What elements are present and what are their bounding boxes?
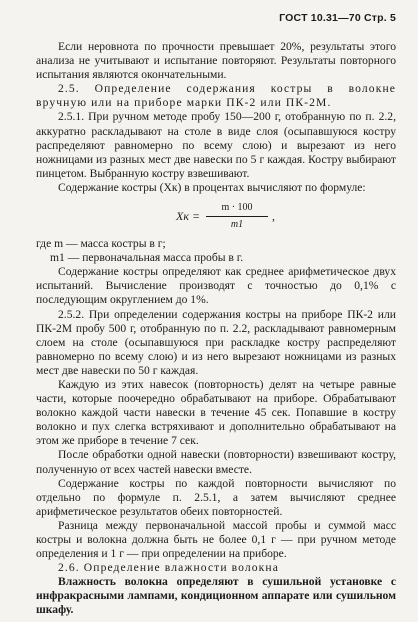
paragraph: Если неровнота по прочности превышает 20%, результаты этого анализа не учитывают и испытание повторяют. Результаты повторного испытания являются окончательными. bbox=[36, 40, 396, 82]
page-header: ГОСТ 10.31—70 Стр. 5 bbox=[279, 12, 396, 24]
formula-fraction bbox=[206, 201, 268, 232]
paragraph: Влажность волокна определяют в сушильной установке с инфракрасными лампами, кондиционном аппарате или сушильном шкафу. bbox=[36, 575, 396, 617]
formula bbox=[36, 199, 396, 233]
paragraph: Разница между первоначальной массой пробы и суммой масс костры и волокна должна быть не более 0,1 г — при ручном методе определения и 1 г — при определении на приборе. bbox=[36, 518, 396, 561]
formula-legend: m1 — первоначальная масса пробы в г. bbox=[50, 251, 244, 265]
section-heading: 2.6. Определение влажности волокна bbox=[58, 561, 279, 575]
paragraph: После обработки одной навески (повторности) взвешивают костру, полученную от всех частей навески вместе. bbox=[36, 448, 396, 476]
formula-numerator: m · 100 bbox=[221, 202, 253, 214]
paragraph: Содержание костры (Xк) в процентах вычисляют по формуле: bbox=[58, 180, 366, 194]
formula-lhs: Xк = bbox=[176, 209, 201, 224]
section-heading: 2.5. Определение содержания костры в волокне вручную или на приборе марки ПК-2 или ПК-2М. bbox=[36, 82, 396, 110]
paragraph: Каждую из этих навесок (повторность) делят на четыре равные части, которые поочередно обрабатывают на приборе. Обрабатывают волокно каждой части навески в течение 45 сек. Попавшие в костру волокно и пух слегка встряхивают и дополнительно обрабатывают на этом же приборе в течение 7 сек. bbox=[36, 377, 396, 448]
formula-legend: где m — масса костры в г; bbox=[36, 237, 166, 251]
paragraph: Содержание костры определяют как среднее арифметическое двух испытаний. Вычисление производят с точностью до 0,1% с последующим округлением до 1%. bbox=[36, 265, 396, 307]
paragraph: 2.5.2. При определении содержания костры на приборе ПК-2 или ПК-2М пробу 500 г, отобранную по п. 2.2, раскладывают равномерным слоем на столе (осыпавшуюся при раскладке костру распределяют равномерно по всему слою) и из него вырезают ножницами из разных мест две навески по 50 г каждая. bbox=[36, 307, 396, 377]
formula-denominator: m1 bbox=[230, 219, 244, 231]
paragraph: Содержание костры по каждой повторности вычисляют по отдельно по формуле п. 2.5.1, а затем вычисляют среднее арифметическое результатов обеих повторностей. bbox=[36, 476, 396, 518]
paragraph: 2.5.1. При ручном методе пробу 150—200 г, отобранную по п. 2.2, аккуратно раскладывают на столе в виде слоя (осыпавшуюся костру распределяют равномерно по всему слою) и вырезают из него ножницами из разных мест две навески по 5 г каждая. Костру выбирают пинцетом. Выбранную костру взвешивают. bbox=[36, 110, 396, 180]
document-body bbox=[36, 40, 396, 618]
formula-end: , bbox=[272, 209, 275, 224]
